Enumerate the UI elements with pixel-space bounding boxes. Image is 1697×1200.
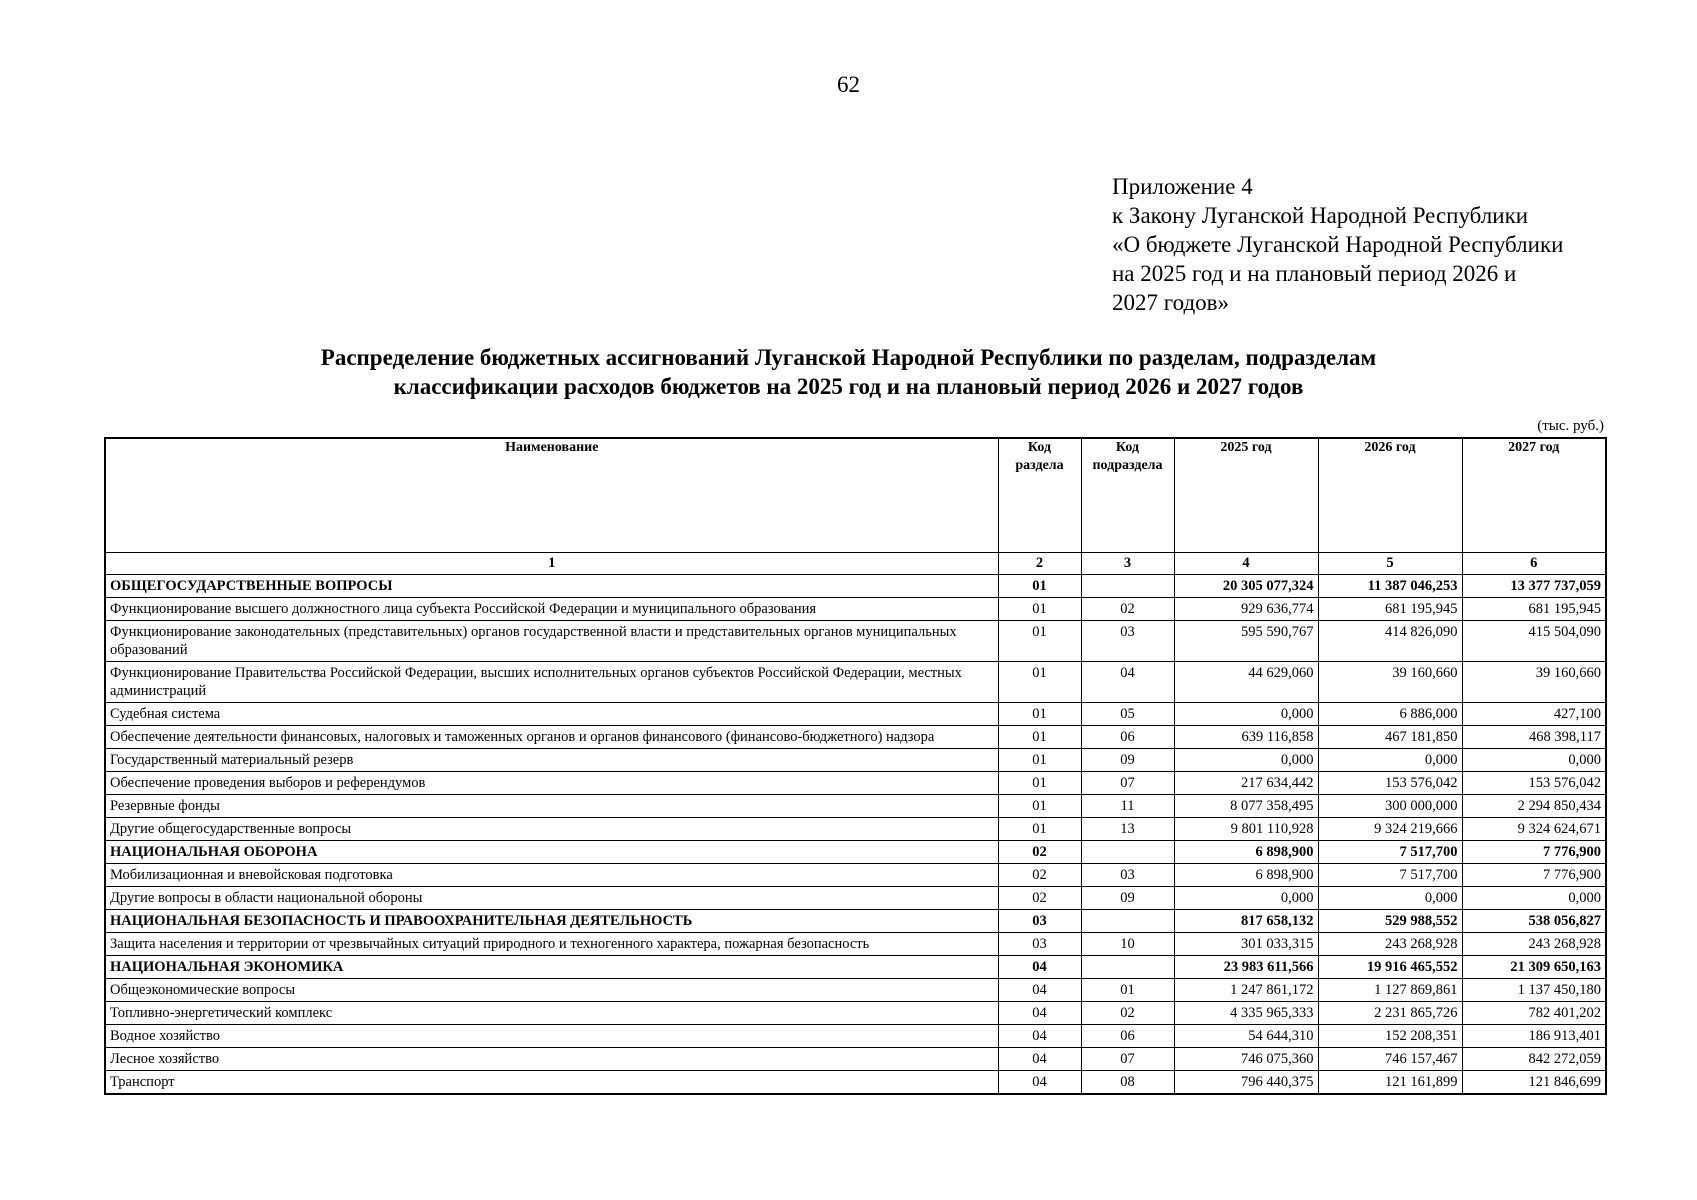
cell-subsection-code: 06: [1081, 1025, 1174, 1048]
cell-section-code: 01: [998, 703, 1081, 726]
budget-table: [104, 437, 1607, 1095]
cell-value-2027: 39 160,660: [1462, 662, 1606, 703]
header-section-code: Код раздела: [998, 438, 1081, 553]
cell-value-2026: 414 826,090: [1318, 621, 1462, 662]
table-row: [105, 703, 1606, 726]
cell-section-code: 04: [998, 1002, 1081, 1025]
cell-value-2027: 842 272,059: [1462, 1048, 1606, 1071]
cell-value-2027: 9 324 624,671: [1462, 818, 1606, 841]
table-row: [105, 662, 1606, 703]
cell-name: НАЦИОНАЛЬНАЯ БЕЗОПАСНОСТЬ И ПРАВООХРАНИТЕЛЬНАЯ ДЕЯТЕЛЬНОСТЬ: [105, 910, 998, 933]
cell-subsection-code: 03: [1081, 621, 1174, 662]
column-number-row: [105, 553, 1606, 575]
cell-subsection-code: 07: [1081, 1048, 1174, 1071]
cell-value-2026: 300 000,000: [1318, 795, 1462, 818]
cell-value-2026: 0,000: [1318, 749, 1462, 772]
table-row: [105, 979, 1606, 1002]
cell-name: Функционирование Правительства Российской Федерации, высших исполнительных органов субъектов Российской Федерации, местных администраций: [105, 662, 998, 703]
document-title: [0, 343, 1697, 401]
cell-name: Функционирование высшего должностного лица субъекта Российской Федерации и муниципального образования: [105, 598, 998, 621]
cell-name: Мобилизационная и вневойсковая подготовка: [105, 864, 998, 887]
page-number: 62: [837, 72, 860, 97]
cell-section-code: 04: [998, 956, 1081, 979]
cell-subsection-code: [1081, 956, 1174, 979]
cell-value-2027: 681 195,945: [1462, 598, 1606, 621]
cell-name: Функционирование законодательных (представительных) органов государственной власти и представительных органов муниципальных образований: [105, 621, 998, 662]
cell-subsection-code: 07: [1081, 772, 1174, 795]
cell-section-code: 01: [998, 772, 1081, 795]
cell-name: Водное хозяйство: [105, 1025, 998, 1048]
cell-name: Транспорт: [105, 1071, 998, 1095]
cell-name: Другие вопросы в области национальной обороны: [105, 887, 998, 910]
table-row: [105, 726, 1606, 749]
cell-value-2025: 4 335 965,333: [1174, 1002, 1318, 1025]
cell-subsection-code: 02: [1081, 1002, 1174, 1025]
table-row: [105, 1071, 1606, 1095]
column-number: 3: [1081, 553, 1174, 575]
appendix-line: Приложение 4: [1112, 174, 1253, 199]
cell-section-code: 01: [998, 726, 1081, 749]
cell-name: Судебная система: [105, 703, 998, 726]
cell-value-2026: 2 231 865,726: [1318, 1002, 1462, 1025]
table-row: [105, 749, 1606, 772]
cell-name: Резервные фонды: [105, 795, 998, 818]
cell-name: НАЦИОНАЛЬНАЯ ОБОРОНА: [105, 841, 998, 864]
cell-value-2026: 7 517,700: [1318, 841, 1462, 864]
cell-value-2025: 6 898,900: [1174, 841, 1318, 864]
table-row: [105, 795, 1606, 818]
cell-value-2027: 538 056,827: [1462, 910, 1606, 933]
title-line: Распределение бюджетных ассигнований Луганской Народной Республики по разделам, подразделам: [320, 345, 1377, 370]
cell-section-code: 03: [998, 910, 1081, 933]
cell-value-2026: 681 195,945: [1318, 598, 1462, 621]
table-row: [105, 887, 1606, 910]
cell-name: Общеэкономические вопросы: [105, 979, 998, 1002]
cell-name: НАЦИОНАЛЬНАЯ ЭКОНОМИКА: [105, 956, 998, 979]
table-row: [105, 1002, 1606, 1025]
table-row: [105, 772, 1606, 795]
cell-subsection-code: 08: [1081, 1071, 1174, 1095]
section-row: [105, 956, 1606, 979]
cell-value-2027: 243 268,928: [1462, 933, 1606, 956]
cell-section-code: 02: [998, 864, 1081, 887]
appendix-line: к Закону Луганской Народной Республики: [1112, 203, 1529, 228]
cell-value-2025: 217 634,442: [1174, 772, 1318, 795]
column-number: 4: [1174, 553, 1318, 575]
cell-value-2027: 13 377 737,059: [1462, 575, 1606, 598]
cell-value-2027: 0,000: [1462, 887, 1606, 910]
cell-value-2025: 54 644,310: [1174, 1025, 1318, 1048]
header-2025: 2025 год: [1174, 438, 1318, 553]
cell-value-2025: 20 305 077,324: [1174, 575, 1318, 598]
cell-section-code: 01: [998, 575, 1081, 598]
cell-subsection-code: 06: [1081, 726, 1174, 749]
cell-section-code: 01: [998, 621, 1081, 662]
appendix-block: [1112, 172, 1563, 317]
unit-note: (тыс. руб.): [1537, 418, 1604, 434]
cell-value-2026: 39 160,660: [1318, 662, 1462, 703]
cell-name: Обеспечение деятельности финансовых, налоговых и таможенных органов и органов финансового (финансово-бюджетного) надзора: [105, 726, 998, 749]
cell-name: Другие общегосударственные вопросы: [105, 818, 998, 841]
cell-value-2026: 19 916 465,552: [1318, 956, 1462, 979]
cell-section-code: 04: [998, 1071, 1081, 1095]
cell-value-2025: 0,000: [1174, 749, 1318, 772]
cell-section-code: 01: [998, 662, 1081, 703]
cell-section-code: 01: [998, 818, 1081, 841]
cell-value-2026: 1 127 869,861: [1318, 979, 1462, 1002]
cell-value-2025: 0,000: [1174, 887, 1318, 910]
cell-subsection-code: 03: [1081, 864, 1174, 887]
cell-value-2027: 427,100: [1462, 703, 1606, 726]
cell-section-code: 02: [998, 841, 1081, 864]
cell-value-2025: 1 247 861,172: [1174, 979, 1318, 1002]
cell-subsection-code: 05: [1081, 703, 1174, 726]
cell-value-2025: 0,000: [1174, 703, 1318, 726]
cell-subsection-code: 01: [1081, 979, 1174, 1002]
cell-value-2027: 0,000: [1462, 749, 1606, 772]
cell-subsection-code: 04: [1081, 662, 1174, 703]
cell-value-2026: 11 387 046,253: [1318, 575, 1462, 598]
header-2026: 2026 год: [1318, 438, 1462, 553]
cell-value-2025: 9 801 110,928: [1174, 818, 1318, 841]
cell-value-2025: 595 590,767: [1174, 621, 1318, 662]
cell-name: Защита населения и территории от чрезвычайных ситуаций природного и техногенного характера, пожарная безопасность: [105, 933, 998, 956]
cell-subsection-code: [1081, 910, 1174, 933]
cell-value-2025: 639 116,858: [1174, 726, 1318, 749]
cell-value-2027: 186 913,401: [1462, 1025, 1606, 1048]
cell-subsection-code: 13: [1081, 818, 1174, 841]
cell-name: Государственный материальный резерв: [105, 749, 998, 772]
cell-name: Топливно-энергетический комплекс: [105, 1002, 998, 1025]
cell-section-code: 01: [998, 598, 1081, 621]
appendix-line: 2027 годов»: [1112, 290, 1230, 315]
cell-value-2025: 301 033,315: [1174, 933, 1318, 956]
table-header-row: [105, 438, 1606, 553]
table-row: [105, 933, 1606, 956]
cell-value-2025: 817 658,132: [1174, 910, 1318, 933]
cell-section-code: 04: [998, 1048, 1081, 1071]
column-number: 5: [1318, 553, 1462, 575]
column-number: 2: [998, 553, 1081, 575]
section-row: [105, 841, 1606, 864]
cell-value-2026: 153 576,042: [1318, 772, 1462, 795]
table-body: [105, 575, 1606, 1095]
cell-name: Обеспечение проведения выборов и референдумов: [105, 772, 998, 795]
section-row: [105, 575, 1606, 598]
cell-value-2026: 121 161,899: [1318, 1071, 1462, 1095]
cell-name: ОБЩЕГОСУДАРСТВЕННЫЕ ВОПРОСЫ: [105, 575, 998, 598]
appendix-line: на 2025 год и на плановый период 2026 и: [1112, 261, 1517, 286]
cell-value-2025: 23 983 611,566: [1174, 956, 1318, 979]
table-row: [105, 1025, 1606, 1048]
cell-value-2025: 44 629,060: [1174, 662, 1318, 703]
section-row: [105, 910, 1606, 933]
column-number: 6: [1462, 553, 1606, 575]
cell-value-2025: 746 075,360: [1174, 1048, 1318, 1071]
cell-value-2025: 8 077 358,495: [1174, 795, 1318, 818]
cell-subsection-code: [1081, 841, 1174, 864]
cell-section-code: 03: [998, 933, 1081, 956]
header-2027: 2027 год: [1462, 438, 1606, 553]
table-row: [105, 621, 1606, 662]
cell-name: Лесное хозяйство: [105, 1048, 998, 1071]
cell-value-2025: 6 898,900: [1174, 864, 1318, 887]
cell-section-code: 01: [998, 749, 1081, 772]
cell-subsection-code: 09: [1081, 749, 1174, 772]
cell-section-code: 01: [998, 795, 1081, 818]
cell-value-2027: 7 776,900: [1462, 864, 1606, 887]
cell-value-2025: 796 440,375: [1174, 1071, 1318, 1095]
cell-value-2027: 121 846,699: [1462, 1071, 1606, 1095]
cell-value-2027: 1 137 450,180: [1462, 979, 1606, 1002]
cell-value-2027: 21 309 650,163: [1462, 956, 1606, 979]
cell-section-code: 04: [998, 979, 1081, 1002]
cell-subsection-code: 02: [1081, 598, 1174, 621]
cell-value-2027: 7 776,900: [1462, 841, 1606, 864]
cell-section-code: 04: [998, 1025, 1081, 1048]
column-number: 1: [105, 553, 998, 575]
cell-value-2025: 929 636,774: [1174, 598, 1318, 621]
table-row: [105, 818, 1606, 841]
cell-value-2026: 746 157,467: [1318, 1048, 1462, 1071]
cell-subsection-code: 11: [1081, 795, 1174, 818]
table-row: [105, 864, 1606, 887]
table-row: [105, 598, 1606, 621]
cell-subsection-code: [1081, 575, 1174, 598]
cell-value-2027: 153 576,042: [1462, 772, 1606, 795]
cell-value-2026: 152 208,351: [1318, 1025, 1462, 1048]
cell-value-2027: 468 398,117: [1462, 726, 1606, 749]
header-name: Наименование: [105, 438, 998, 553]
cell-value-2026: 9 324 219,666: [1318, 818, 1462, 841]
cell-value-2026: 7 517,700: [1318, 864, 1462, 887]
cell-value-2026: 6 886,000: [1318, 703, 1462, 726]
table-row: [105, 1048, 1606, 1071]
title-line: классификации расходов бюджетов на 2025 год и на плановый период 2026 и 2027 годов: [393, 374, 1304, 399]
cell-value-2026: 529 988,552: [1318, 910, 1462, 933]
cell-subsection-code: 10: [1081, 933, 1174, 956]
header-subsection-code: Код подраздела: [1081, 438, 1174, 553]
cell-value-2026: 243 268,928: [1318, 933, 1462, 956]
cell-value-2027: 415 504,090: [1462, 621, 1606, 662]
cell-value-2026: 467 181,850: [1318, 726, 1462, 749]
cell-value-2027: 782 401,202: [1462, 1002, 1606, 1025]
cell-subsection-code: 09: [1081, 887, 1174, 910]
cell-value-2027: 2 294 850,434: [1462, 795, 1606, 818]
cell-value-2026: 0,000: [1318, 887, 1462, 910]
appendix-line: «О бюджете Луганской Народной Республики: [1112, 232, 1564, 257]
cell-section-code: 02: [998, 887, 1081, 910]
